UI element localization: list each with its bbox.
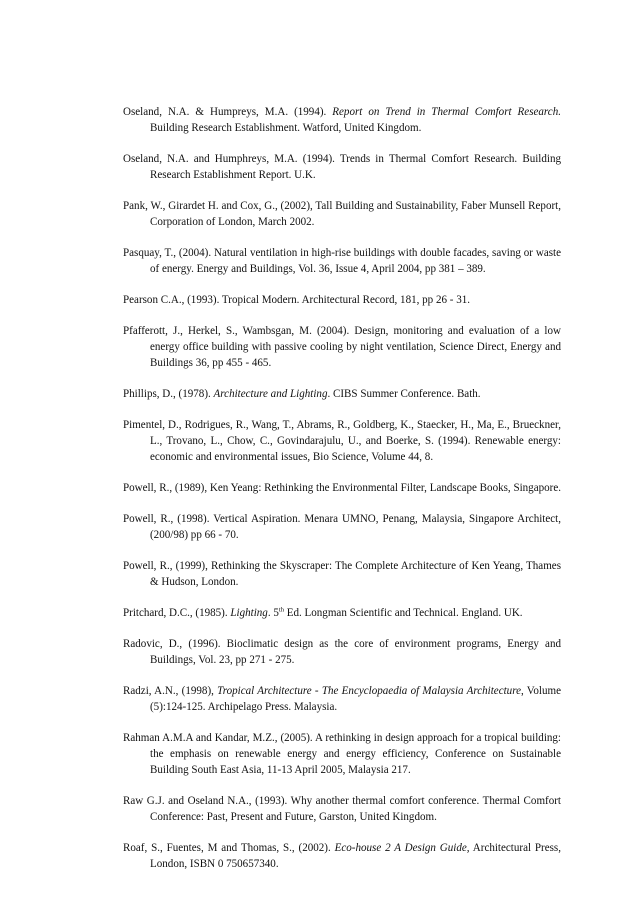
reference-text: Radzi, A.N., (1998), <box>123 685 218 697</box>
edition-superscript: th <box>278 606 284 614</box>
reference-entry <box>123 636 561 668</box>
reference-entry <box>123 245 561 277</box>
reference-italic-title: Architecture and Lighting <box>213 388 328 400</box>
reference-text: Pank, W., Girardet H. and Cox, G., (2002), Tall Building and Sustainability, Faber Munsell Report, Corporation of London, March 2002. <box>123 200 561 228</box>
reference-entry <box>123 386 561 402</box>
reference-text: Roaf, S., Fuentes, M and Thomas, S., (2002). <box>123 842 335 854</box>
reference-text: Raw G.J. and Oseland N.A., (1993). Why another thermal comfort conference. Thermal Comfort Conference: Past, Present and Future, Garston, United Kingdom. <box>123 795 561 823</box>
reference-text: Powell, R., (1999), Rethinking the Skyscraper: The Complete Architecture of Ken Yeang, Thames & Hudson, London. <box>123 560 561 588</box>
reference-entry <box>123 104 561 136</box>
reference-text: Oseland, N.A. and Humphreys, M.A. (1994). Trends in Thermal Comfort Research. Building Research Establishment Report. U.K. <box>123 153 561 181</box>
reference-entry <box>123 683 561 715</box>
reference-text: Oseland, N.A. & Humpreys, M.A. (1994). <box>123 106 333 118</box>
reference-entry <box>123 840 561 872</box>
reference-entry <box>123 730 561 778</box>
reference-text: Pritchard, D.C., (1985). <box>123 607 231 619</box>
reference-text-tail: Building Research Establishment. Watford, United Kingdom. <box>150 122 422 134</box>
reference-text-tail: . CIBS Summer Conference. Bath. <box>327 388 481 400</box>
reference-italic-title: Eco-house 2 A Design Guide, <box>334 842 470 854</box>
reference-text: Powell, R., (1989), Ken Yeang: Rethinking the Environmental Filter, Landscape Books, Singapore. <box>123 482 561 494</box>
reference-text-tail: . 5 <box>267 607 279 619</box>
reference-text-tail-2: Ed. Longman Scientific and Technical. England. UK. <box>283 607 523 619</box>
reference-italic-title: Lighting <box>230 607 268 619</box>
reference-entry <box>123 558 561 590</box>
reference-text: Radovic, D., (1996). Bioclimatic design as the core of environment programs, Energy and Buildings, Vol. 23, pp 271 - 275. <box>123 638 561 666</box>
reference-text: Pimentel, D., Rodrigues, R., Wang, T., Abrams, R., Goldberg, K., Staecker, H., Ma, E., Brueckner, L., Trovano, L., Chow, C., Govindarajulu, U., and Boerke, S. (1994). Renewable energy: economic and environmental issues, Bio Science, Volume 44, 8. <box>123 419 561 463</box>
reference-text: Pasquay, T., (2004). Natural ventilation in high-rise buildings with double facades, saving or waste of energy. Energy and Buildings, Vol. 36, Issue 4, April 2004, pp 381 – 389. <box>123 247 561 275</box>
reference-entry <box>123 511 561 543</box>
reference-text: Rahman A.M.A and Kandar, M.Z., (2005). A rethinking in design approach for a tropical building: the emphasis on renewable energy and energy efficiency, Conference on Sustainable Building South East Asia, 11-13 April 2005, Malaysia 217. <box>123 732 561 776</box>
reference-entry <box>123 323 561 371</box>
reference-list <box>123 104 561 887</box>
reference-entry <box>123 292 561 308</box>
reference-entry <box>123 417 561 465</box>
reference-text-tail: Architectural Press, London, ISBN 0 750657340. <box>150 842 561 870</box>
reference-entry <box>123 793 561 825</box>
reference-entry <box>123 605 561 621</box>
reference-italic-title: Tropical Architecture - The Encyclopaedia of Malaysia Architecture <box>217 685 521 697</box>
reference-text: Pfafferott, J., Herkel, S., Wambsgan, M. (2004). Design, monitoring and evaluation of a low energy office building with passive cooling by night ventilation, Science Direct, Energy and Buildings 36, pp 455 - 465. <box>123 325 561 369</box>
reference-text: Powell, R., (1998). Vertical Aspiration. Menara UMNO, Penang, Malaysia, Singapore Architect, (200/98) pp 66 - 70. <box>123 513 561 541</box>
reference-italic-title: Report on Trend in Thermal Comfort Research. <box>332 106 561 118</box>
reference-text: Pearson C.A., (1993). Tropical Modern. Architectural Record, 181, pp 26 - 31. <box>123 294 471 306</box>
reference-entry <box>123 480 561 496</box>
reference-text-tail: , Volume (5):124-125. Archipelago Press. Malaysia. <box>150 685 561 713</box>
reference-entry <box>123 198 561 230</box>
reference-entry <box>123 151 561 183</box>
reference-text: Phillips, D., (1978). <box>123 388 214 400</box>
